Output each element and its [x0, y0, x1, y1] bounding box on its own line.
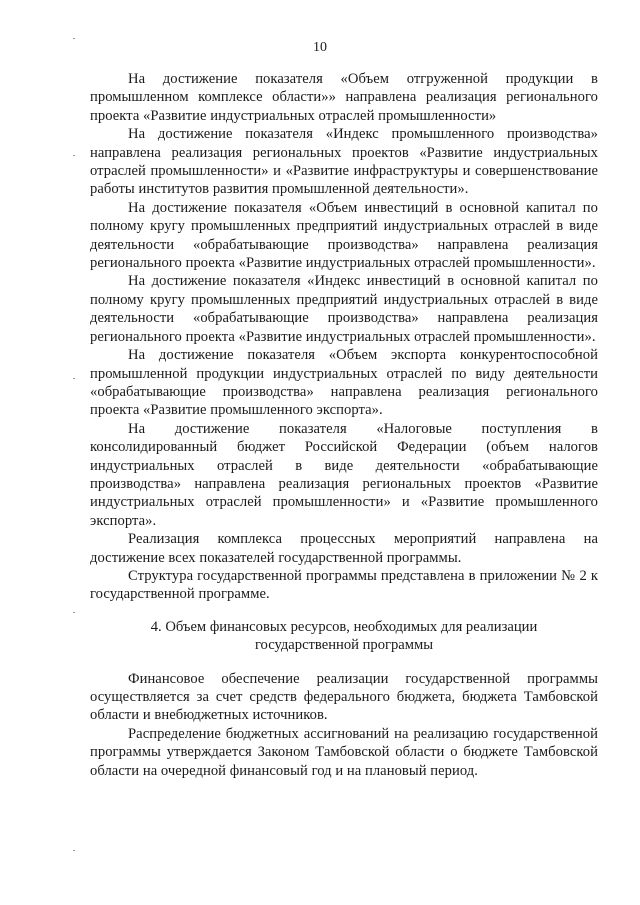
paragraph: Распределение бюджетных ассигнований на реализацию государственной программы утверждается Законом Тамбовской области о бюджете Тамбовской области на очередной финансовый год и на плановый период. [90, 725, 598, 779]
paragraph: На достижение показателя «Объем экспорта конкурентоспособной промышленной продукции индустриальных отраслей по виду деятельности «обрабатывающие производства» направлена реализация регионального проекта «Развитие промышленного экспорта». [90, 347, 598, 419]
paragraph: На достижение показателя «Объем инвестиций в основной капитал по полному кругу промышленных предприятий индустриальных отраслей в виде деятельности «обрабатывающие производства» направлена реализация регионального проекта «Развитие индустриальных отраслей промышленности». [90, 199, 598, 272]
margin-mark [73, 38, 75, 39]
margin-mark [73, 612, 75, 613]
paragraph: На достижение показателя «Налоговые поступления в консолидированный бюджет Российской Федерации (объем налогов индустриальных отраслей в виде деятельности «обрабатывающие производства» направлена реализация региональных проектов «Развитие индустриальных отраслей промышленности» и «Развитие промышленного экспорта». [90, 420, 598, 529]
document-body [90, 70, 598, 780]
paragraph: На достижение показателя «Объем отгруженной продукции в промышленном комплексе области»» направлена реализация регионального проекта «Развитие индустриальных отраслей промышленности» [90, 71, 598, 124]
page-number: 10 [313, 40, 327, 55]
paragraph: Структура государственной программы представлена в приложении № 2 к государственной программе. [90, 567, 598, 603]
section-heading-line: 4. Объем финансовых ресурсов, необходимых для реализации [150, 618, 538, 635]
section-heading [90, 618, 598, 655]
margin-mark [73, 850, 75, 851]
section-heading-line: государственной программы [254, 637, 434, 654]
margin-mark [73, 155, 75, 156]
paragraph: На достижение показателя «Индекс инвестиций в основной капитал по полному кругу промышленных предприятий индустриальных отраслей в виде деятельности «обрабатывающие производства» направлена реализация регионального проекта «Развитие индустриальных отраслей промышленности». [90, 273, 598, 345]
paragraph: Реализация комплекса процессных мероприятий направлена на достижение всех показателей государственной программы. [90, 531, 598, 566]
paragraph: Финансовое обеспечение реализации государственной программы осуществляется за счет средств федерального бюджета, бюджета Тамбовской области и внебюджетных источников. [90, 670, 598, 724]
paragraph: На достижение показателя «Индекс промышленного производства» направлена реализация региональных проектов «Развитие индустриальных отраслей промышленности» и «Развитие инфраструктуры и совершенствование работы институтов развития промышленной деятельности». [90, 126, 598, 198]
margin-mark [73, 378, 75, 379]
